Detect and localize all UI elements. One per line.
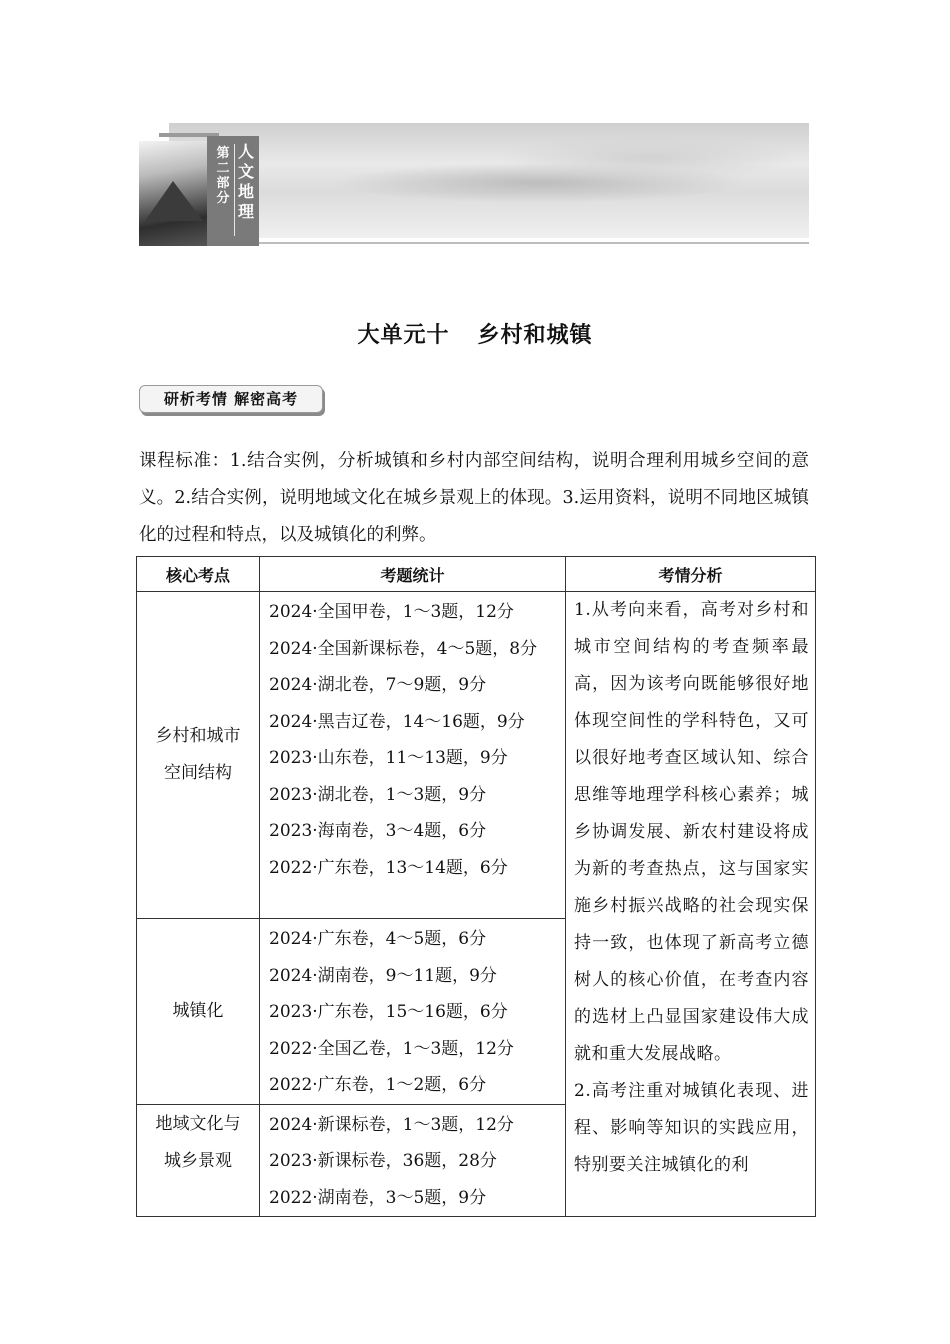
core-topic-text: 城镇化	[172, 1000, 224, 1021]
core-topic-text: 乡村和城市空间结构	[155, 726, 241, 783]
part-theme: 人文地理	[237, 142, 254, 221]
part-label: 第二部分	[216, 146, 230, 206]
exam-item: 2024·新课标卷，1～3题，12分	[269, 1114, 514, 1135]
exam-item: 2022·广东卷，13～14题，6分	[269, 857, 508, 878]
exam-item: 2024·全国甲卷，1～3题，12分	[269, 602, 514, 622]
header-exam-stats: 考题统计	[260, 557, 566, 592]
analysis-paragraph: 1.从考向来看，高考对乡村和城市空间结构的考查频率最高，因为该考向既能够很好地体现空间性的学科特色，又可以很好地考查区域认知、综合思维等地理学科核心素养；城乡协调发展、新农村建设将成为新的考查热点，这与国家实施乡村振兴战略的社会现实保持一致，也体现了新高考立德树人的核心价值，在考查内容的选材上凸显国家建设伟大成就和重大发展战略。	[574, 600, 809, 1064]
exam-item: 2024·黑吉辽卷，14～16题，9分	[269, 711, 525, 732]
core-topic-text: 地域文化与城乡景观	[155, 1113, 241, 1171]
analysis-paragraph: 2.高考注重对城镇化表现、进程、影响等知识的实践应用，特别要关注城镇化的利	[574, 1081, 809, 1175]
unit-topic: 乡村和城镇	[477, 322, 593, 348]
unit-number: 大单元十	[357, 322, 450, 348]
exam-item: 2024·湖北卷，7～9题，9分	[269, 675, 487, 695]
exam-item: 2023·广东卷，15～16题，6分	[269, 1002, 508, 1022]
table-header-row	[137, 557, 816, 592]
mountain-photo	[139, 141, 207, 246]
exam-item: 2023·海南卷，3～4题，6分	[269, 821, 487, 841]
exam-analysis-table	[136, 556, 816, 1217]
exam-stats-cell	[260, 592, 566, 919]
exam-item: 2023·湖北卷，1～3题，9分	[269, 784, 487, 805]
header-core-topic: 核心考点	[137, 557, 260, 592]
header-banner	[139, 123, 809, 247]
header-analysis: 考情分析	[566, 557, 816, 592]
exam-item: 2022·广东卷，1～2题，6分	[269, 1075, 487, 1095]
part-tab-separator	[234, 144, 235, 236]
part-tab	[207, 136, 259, 246]
exam-item: 2022·全国乙卷，1～3题，12分	[269, 1038, 514, 1059]
table-row	[137, 592, 816, 919]
exam-item: 2024·湖南卷，9～11题，9分	[269, 965, 497, 986]
section-label: 研析考情 解密高考	[139, 385, 323, 413]
unit-title	[0, 318, 950, 349]
exam-stats-cell	[260, 919, 566, 1105]
exam-item: 2022·湖南卷，3～5题，9分	[269, 1187, 487, 1208]
exam-item: 2024·全国新课标卷，4～5题，8分	[269, 638, 538, 659]
analysis-cell	[566, 592, 816, 1217]
exam-item: 2023·新课标卷，36题，28分	[269, 1151, 497, 1171]
exam-item: 2023·山东卷，11～13题，9分	[269, 748, 508, 768]
exam-item: 2024·广东卷，4～5题，6分	[269, 929, 487, 949]
exam-stats-cell	[260, 1104, 566, 1217]
banner-landscape-image	[169, 123, 809, 238]
core-topic-cell	[137, 592, 260, 919]
core-topic-cell	[137, 1104, 260, 1217]
core-topic-cell	[137, 919, 260, 1105]
course-standard: 课程标准：1.结合实例，分析城镇和乡村内部空间结构，说明合理利用城乡空间的意义。2.结合实例，说明地域文化在城乡景观上的体现。3.运用资料，说明不同地区城镇化的过程和特点，以及城镇化的利弊。	[139, 451, 809, 545]
